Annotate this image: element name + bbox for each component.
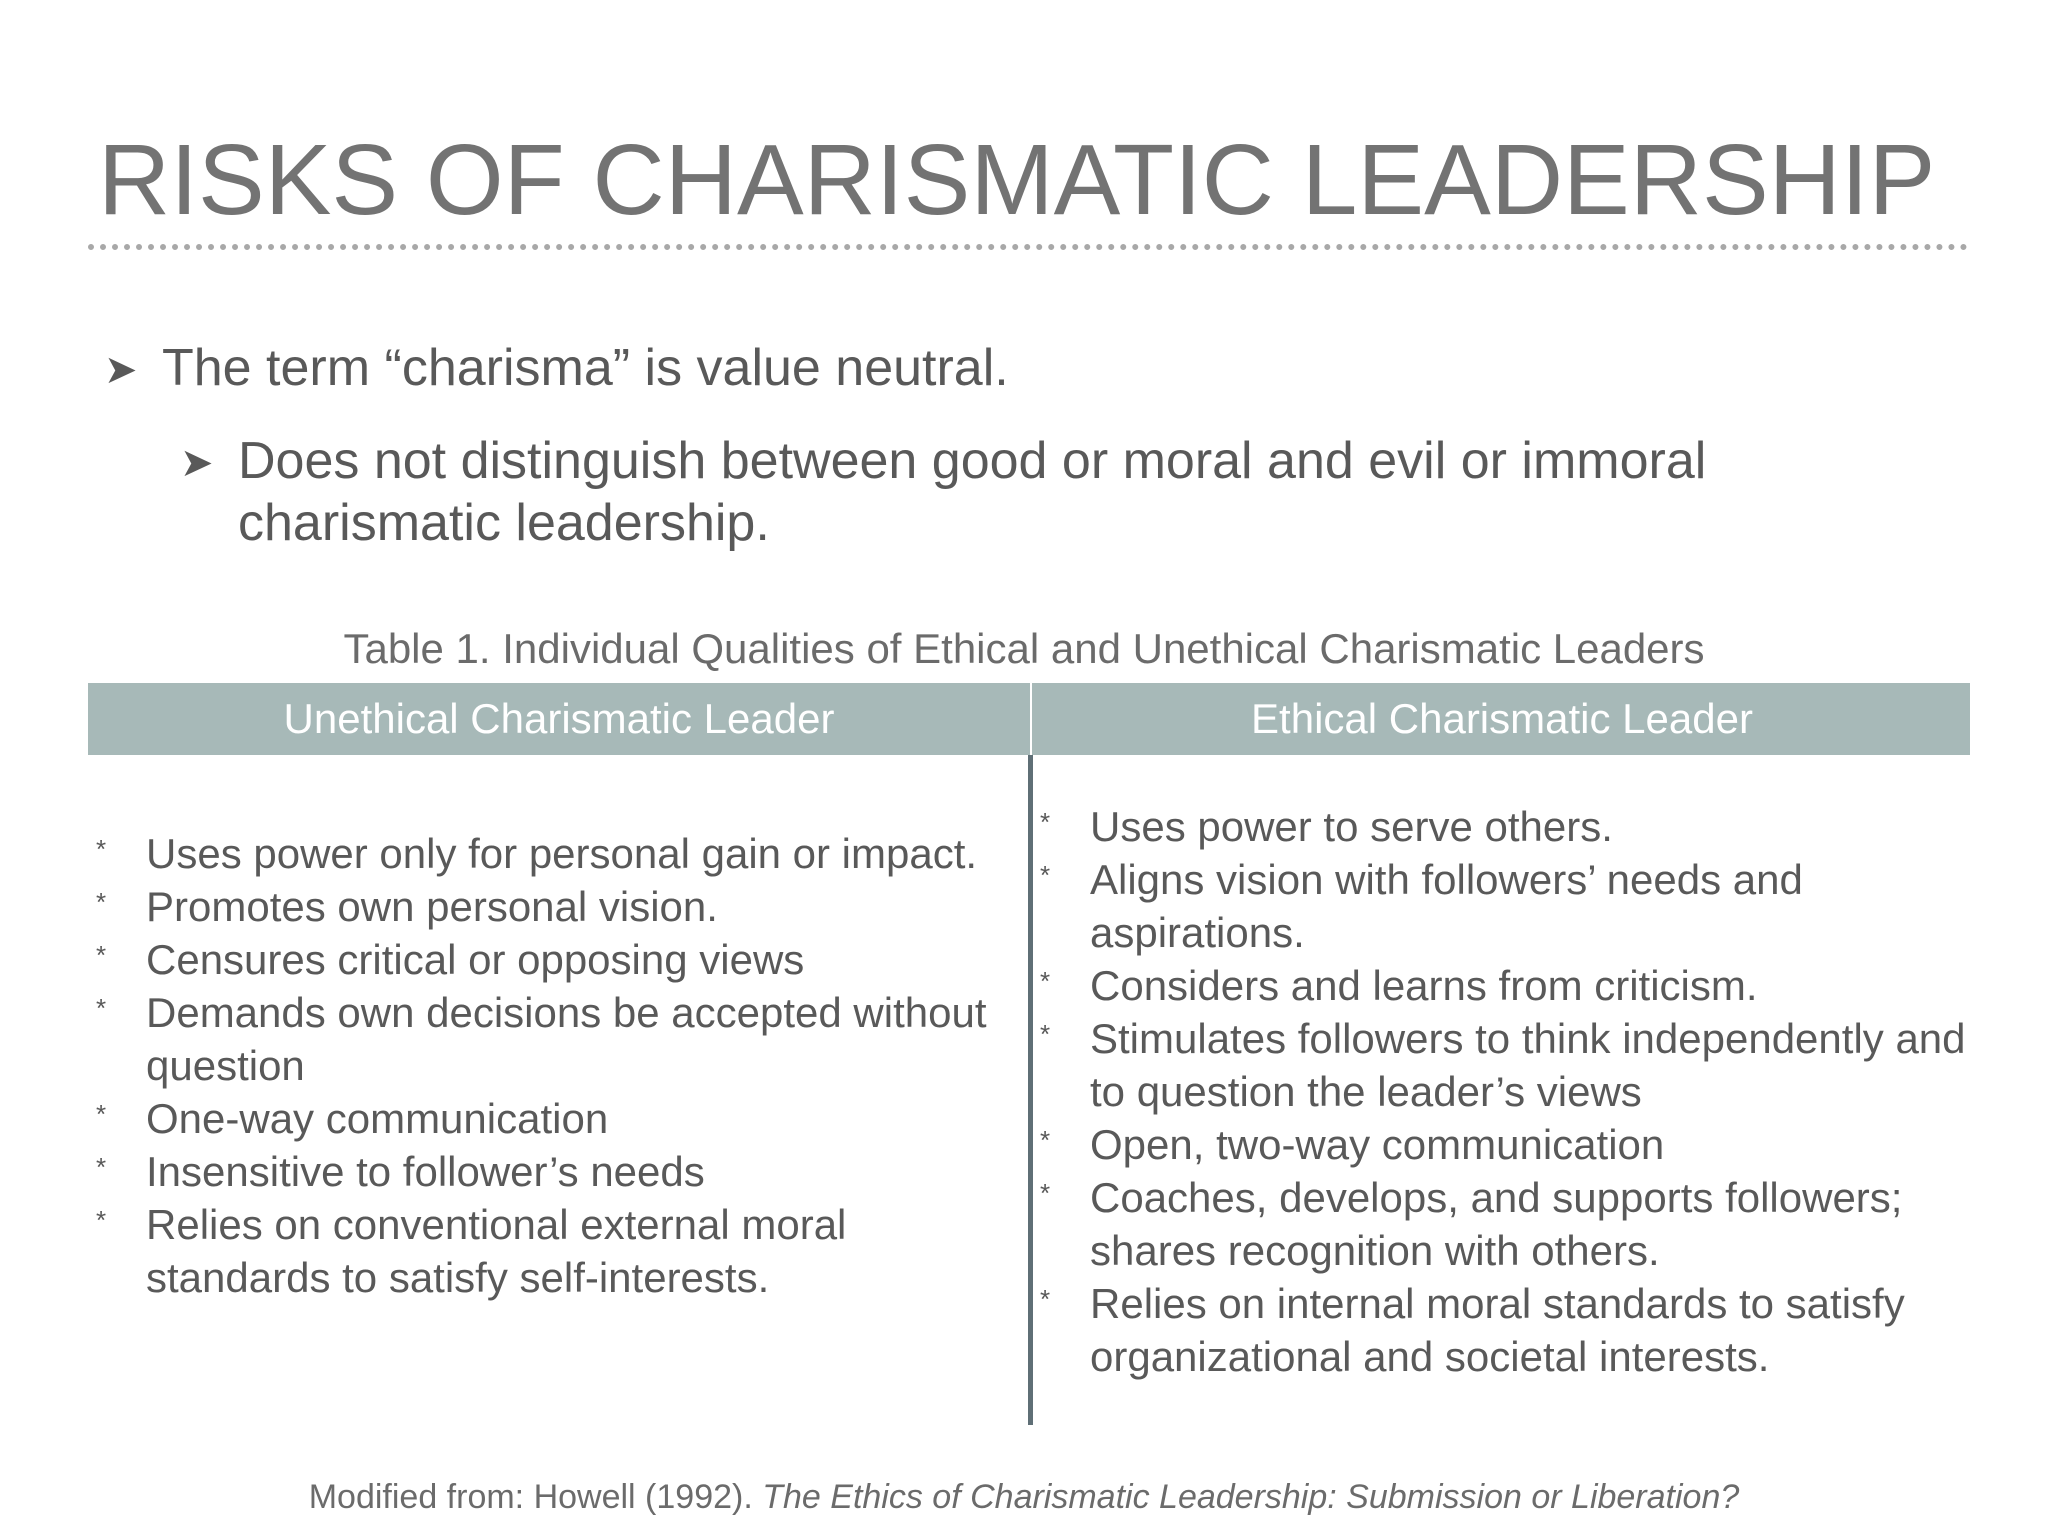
source-citation	[0, 1477, 2048, 1517]
title-dotted-divider	[88, 244, 1968, 250]
unethical-qualities-list	[92, 827, 992, 1304]
asterisk-marker: *	[96, 940, 107, 970]
bullet-text: The term “charisma” is value neutral.	[162, 339, 1009, 397]
table-caption: Table 1. Individual Qualities of Ethical and Unethical Charismatic Leaders	[343, 625, 1705, 672]
asterisk-marker: *	[1040, 1178, 1051, 1208]
sub-bullet-item	[180, 430, 1820, 554]
asterisk-marker: *	[96, 1205, 107, 1235]
list-item: * Relies on internal moral standards to satisfy organizational and societal interests.	[1036, 1277, 1966, 1383]
list-item: * Aligns vision with followers’ needs and aspirations.	[1036, 853, 1966, 959]
asterisk-marker: *	[1040, 860, 1051, 890]
list-item: * Open, two-way communication	[1036, 1118, 1966, 1171]
slide-title: RISKS OF CHARISMATIC LEADERSHIP	[98, 124, 1936, 236]
asterisk-marker: *	[96, 1099, 107, 1129]
list-item: * One-way communication	[92, 1092, 992, 1145]
asterisk-marker: *	[1040, 807, 1051, 837]
list-item: * Uses power to serve others.	[1036, 800, 1966, 853]
bullet-item	[104, 337, 1904, 399]
citation-work-title: The Ethics of Charismatic Leadership: Submission or Liberation?	[762, 1478, 1740, 1516]
asterisk-marker: *	[1040, 966, 1051, 996]
asterisk-marker: *	[96, 993, 107, 1023]
asterisk-marker: *	[96, 887, 107, 917]
ethical-qualities-list	[1036, 800, 1966, 1383]
asterisk-marker: *	[1040, 1125, 1051, 1155]
column-header-ethical: Ethical Charismatic Leader	[1030, 683, 1972, 755]
arrowhead-bullet-icon: ➤	[180, 441, 214, 485]
list-item: * Relies on conventional external moral standards to satisfy self-interests.	[92, 1198, 992, 1304]
list-item: * Promotes own personal vision.	[92, 880, 992, 933]
list-item: * Insensitive to follower’s needs	[92, 1145, 992, 1198]
list-item: * Demands own decisions be accepted without question	[92, 986, 992, 1092]
asterisk-marker: *	[96, 834, 107, 864]
arrowhead-bullet-icon: ➤	[104, 348, 138, 392]
asterisk-marker: *	[1040, 1019, 1051, 1049]
list-item: * Uses power only for personal gain or impact.	[92, 827, 992, 880]
table-header-row	[88, 683, 1970, 755]
column-divider	[1028, 755, 1033, 1425]
asterisk-marker: *	[96, 1152, 107, 1182]
list-item: * Censures critical or opposing views	[92, 933, 992, 986]
list-item: * Considers and learns from criticism.	[1036, 959, 1966, 1012]
sub-bullet-text: Does not distinguish between good or moral and evil or immoral charismatic leadership.	[238, 432, 1707, 552]
asterisk-marker: *	[1040, 1284, 1051, 1314]
citation-prefix: Modified from: Howell (1992).	[308, 1478, 753, 1516]
list-item: * Coaches, develops, and supports followers; shares recognition with others.	[1036, 1171, 1966, 1277]
list-item: * Stimulates followers to think independently and to question the leader’s views	[1036, 1012, 1966, 1118]
column-header-unethical: Unethical Charismatic Leader	[283, 695, 835, 742]
